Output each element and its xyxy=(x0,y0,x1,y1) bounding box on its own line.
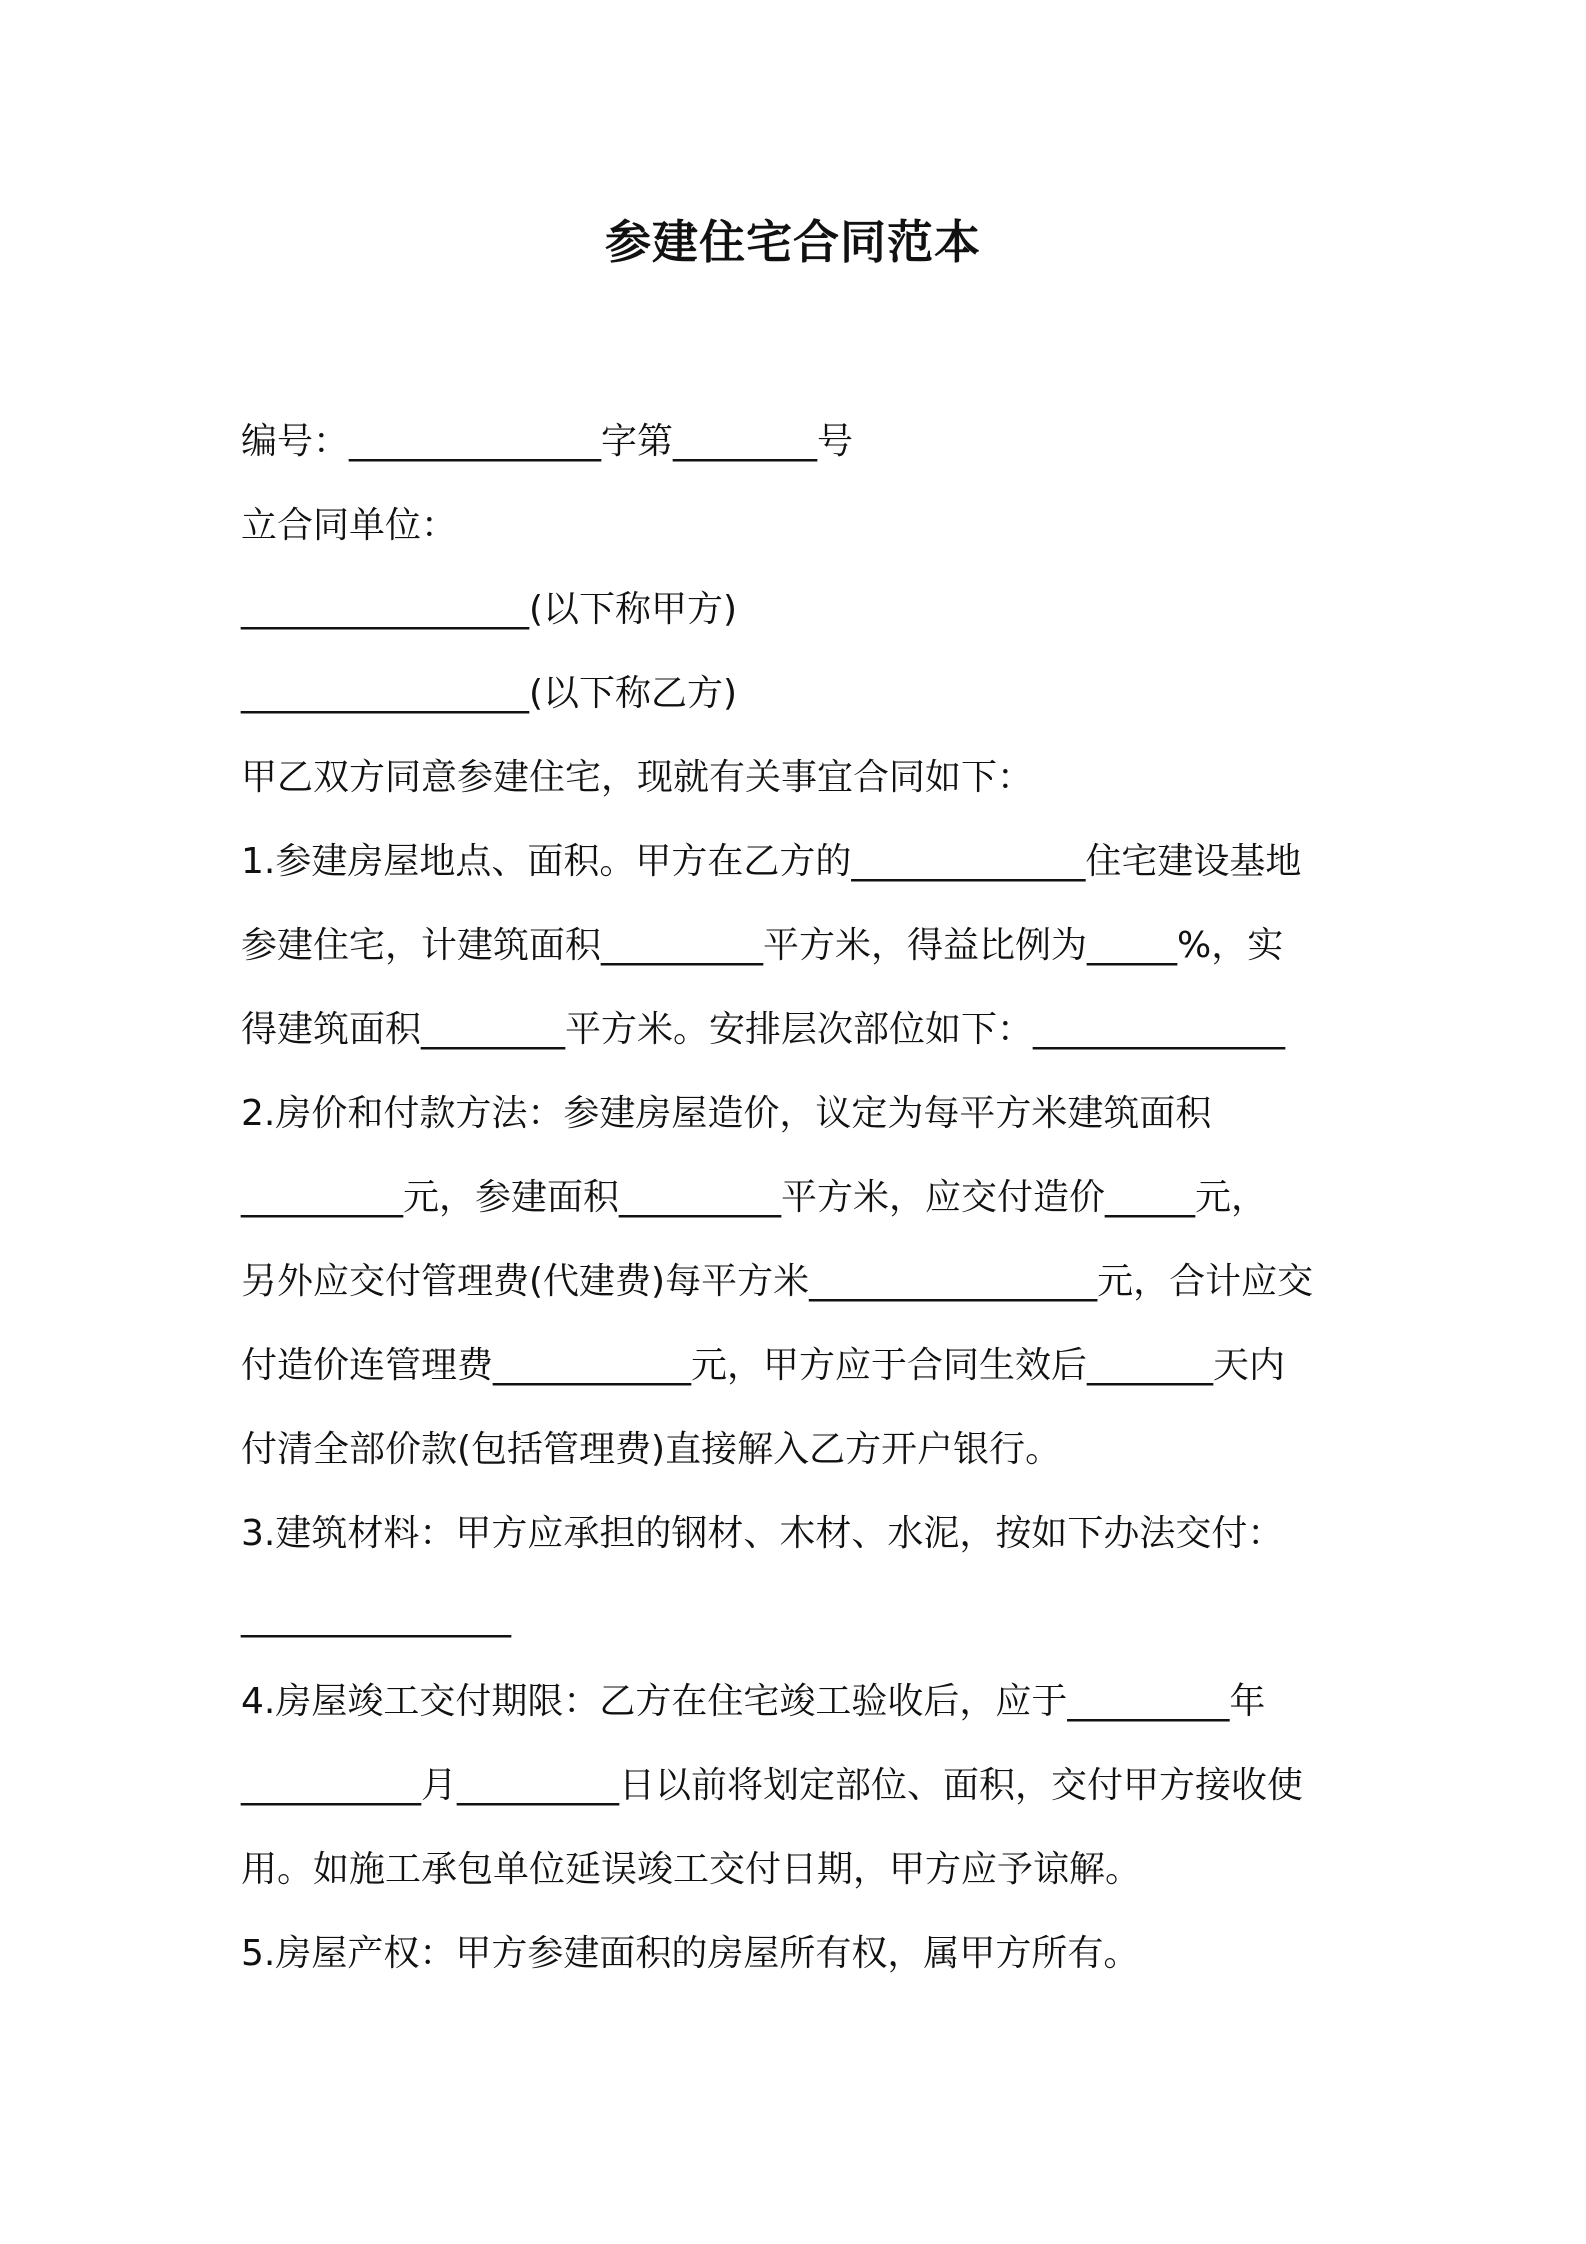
contracting-parties-label: 立合同单位： xyxy=(241,505,458,546)
clause-4-line-2: __________月_________日以前将划定部位、面积，交付甲方接收使 xyxy=(241,1765,1304,1806)
clause-5-line-1: 5.房屋产权：甲方参建面积的房屋所有权，属甲方所有。 xyxy=(241,1933,1140,1974)
clause-1-line-3: 得建筑面积________平方米。安排层次部位如下：______________ xyxy=(241,1009,1286,1050)
party-a-line: ________________(以下称甲方) xyxy=(241,589,738,630)
clause-2-line-3: 另外应交付管理费(代建费)每平方米________________元，合计应交 xyxy=(241,1261,1314,1302)
clause-4-line-1: 4.房屋竣工交付期限：乙方在住宅竣工验收后，应于_________年 xyxy=(241,1681,1266,1722)
clause-1-line-2: 参建住宅，计建筑面积_________平方米，得益比例为_____%，实 xyxy=(241,925,1284,966)
party-b-line: ________________(以下称乙方) xyxy=(241,673,738,714)
clause-2-line-2: _________元，参建面积_________平方米，应交付造价_____元， xyxy=(241,1177,1268,1218)
agreement-intro: 甲乙双方同意参建住宅，现就有关事宜合同如下： xyxy=(241,757,1034,798)
clause-2-line-4: 付造价连管理费___________元，甲方应于合同生效后_______天内 xyxy=(241,1345,1286,1386)
clause-1-line-1: 1.参建房屋地点、面积。甲方在乙方的_____________住宅建设基地 xyxy=(241,841,1302,882)
clause-2-line-5: 付清全部价款(包括管理费)直接解入乙方开户银行。 xyxy=(241,1429,1062,1470)
clause-3-line-2: _______________ xyxy=(241,1597,511,1638)
contract-number-line: 编号：______________字第________号 xyxy=(241,421,854,462)
document-title: 参建住宅合同范本 xyxy=(605,215,981,269)
clause-3-line-1: 3.建筑材料：甲方应承担的钢材、木材、水泥，按如下办法交付： xyxy=(241,1513,1284,1554)
clause-2-line-1: 2.房价和付款方法：参建房屋造价，议定为每平方米建筑面积 xyxy=(241,1093,1212,1134)
clause-4-line-3: 用。如施工承包单位延误竣工交付日期，甲方应予谅解。 xyxy=(241,1849,1142,1890)
